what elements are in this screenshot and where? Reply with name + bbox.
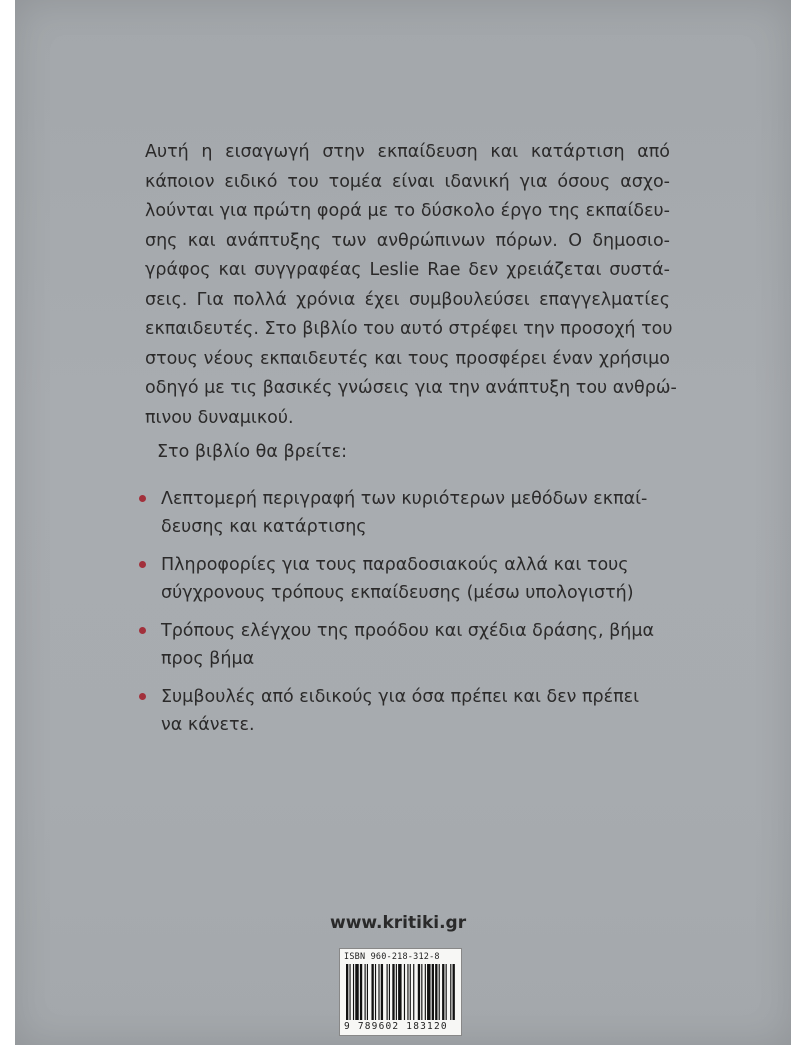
- barcode-bar: [427, 964, 430, 1020]
- description-line: πινου δυναμικού.: [145, 407, 294, 428]
- barcode-bar: [389, 964, 390, 1020]
- barcode-bar: [453, 964, 455, 1020]
- feature-line: προς βήμα: [161, 649, 255, 669]
- barcode-bar: [396, 964, 397, 1020]
- description-line: σης και ανάπτυξης των ανθρώπινων πόρων. Ο δημοσιο-: [145, 230, 670, 251]
- barcode-bar: [418, 964, 420, 1020]
- barcode-bar: [439, 964, 440, 1020]
- feature-line: σύγχρονους τρόπους εκπαίδευσης (μέσω υπολογιστή): [161, 583, 634, 603]
- ean-number: 9 789602 183120: [344, 1021, 448, 1032]
- barcode-bar: [410, 964, 411, 1020]
- feature-item: [135, 683, 675, 739]
- description-line: λούνται για πρώτη φορά με το δύσκολο έργο της εκπαίδευ-: [145, 201, 670, 221]
- barcode-bar: [446, 964, 447, 1020]
- feature-text: [161, 485, 675, 541]
- barcode-bar: [435, 964, 437, 1020]
- bullet-dot-icon: [139, 495, 146, 502]
- barcode-bar: [392, 964, 394, 1020]
- description-line: οδηγό με τις βασικές γνώσεις για την ανάπτυξη του ανθρώ-: [145, 378, 677, 398]
- barcode-bar: [407, 964, 408, 1020]
- barcode-bar: [398, 964, 401, 1020]
- feature-text: [161, 551, 675, 607]
- feature-item: [135, 551, 675, 607]
- feature-line: να κάνετε.: [161, 715, 255, 735]
- feature-item: [135, 617, 675, 673]
- publisher-website: www.kritiki.gr: [330, 913, 467, 933]
- barcode-bar: [413, 964, 414, 1020]
- isbn-barcode: [339, 948, 462, 1036]
- barcode-bar: [432, 964, 434, 1020]
- barcode-bar: [355, 964, 358, 1020]
- isbn-number: ISBN 960-218-312-8: [344, 952, 440, 962]
- feature-line: Λεπτομερή περιγραφή των κυριότερων μεθόδων εκπαί-: [161, 489, 648, 509]
- barcode-bar: [404, 964, 405, 1020]
- barcode-bars-graphic: [346, 964, 456, 1020]
- feature-line: δευσης και κατάρτισης: [161, 517, 367, 537]
- features-heading: Στο βιβλίο θα βρείτε:: [157, 442, 348, 462]
- barcode-bar: [425, 964, 426, 1020]
- barcode-bar: [381, 964, 383, 1020]
- barcode-bar: [450, 964, 451, 1020]
- features-list: [135, 485, 675, 749]
- description-line: στους νέους εκπαιδευτές και τους προσφέρει έναν χρήσιμο: [145, 348, 670, 369]
- bullet-dot-icon: [139, 693, 146, 700]
- feature-text: [161, 683, 675, 739]
- barcode-bar: [387, 964, 388, 1020]
- description-line: Αυτή η εισαγωγή στην εκπαίδευση και κατάρτιση από: [145, 142, 670, 162]
- barcode-bar: [421, 964, 422, 1020]
- barcode-bar: [375, 964, 376, 1020]
- feature-text: [161, 617, 675, 673]
- feature-item: [135, 485, 675, 541]
- description-line: εκπαιδευτές. Στο βιβλίο του αυτό στρέφει την προσοχή του: [145, 319, 673, 339]
- feature-line: Συμβουλές από ειδικούς για όσα πρέπει και δεν πρέπει: [161, 687, 640, 707]
- description-line: γράφος και συγγραφέας Leslie Rae δεν χρειάζεται συστά-: [145, 260, 670, 280]
- barcode-bar: [349, 964, 350, 1020]
- barcode-bar: [378, 964, 379, 1020]
- feature-line: Πληροφορίες για τους παραδοσιακούς αλλά και τους: [161, 555, 629, 575]
- barcode-bar: [367, 964, 368, 1020]
- feature-line: Τρόπους ελέγχου της προόδου και σχέδια δράσης, βήμα: [161, 621, 655, 641]
- barcode-bar: [365, 964, 366, 1020]
- bullet-dot-icon: [139, 561, 146, 568]
- description-line: κάποιον ειδικό του τομέα είναι ιδανική για όσους ασχο-: [145, 171, 670, 192]
- bullet-dot-icon: [139, 627, 146, 634]
- barcode-bar: [442, 964, 444, 1020]
- description-line: σεις. Για πολλά χρόνια έχει συμβουλεύσει επαγγελματίες: [145, 289, 670, 310]
- barcode-bar: [346, 964, 348, 1020]
- barcode-bar: [353, 964, 354, 1020]
- barcode-bar: [371, 964, 373, 1020]
- book-description: [145, 138, 677, 433]
- barcode-bar: [360, 964, 362, 1020]
